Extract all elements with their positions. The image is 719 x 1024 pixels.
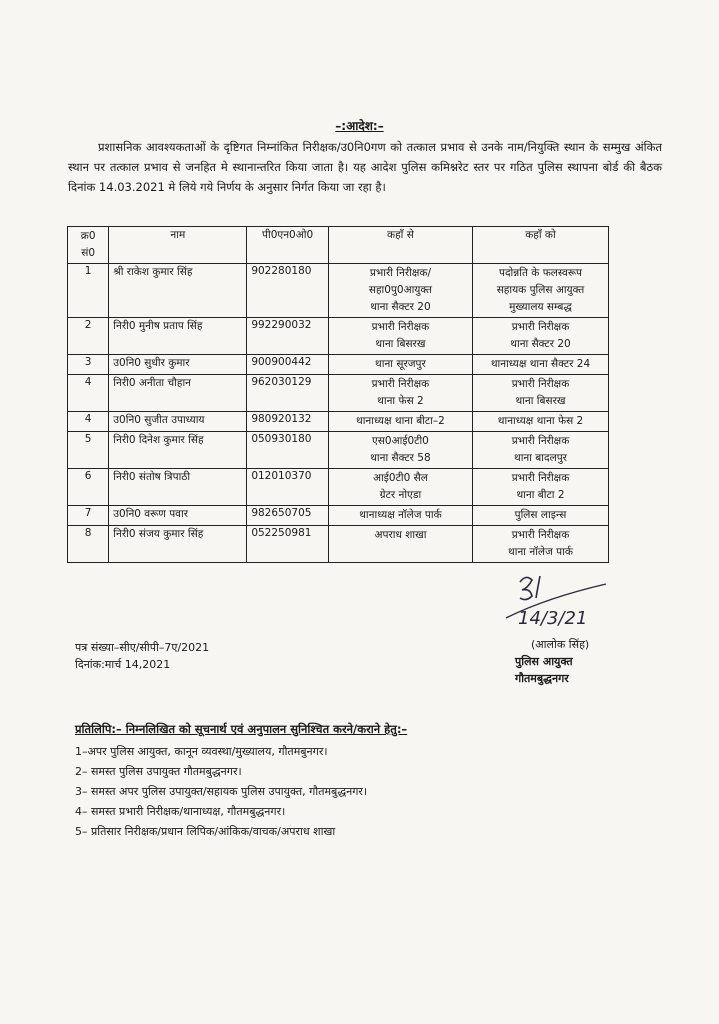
- to-line: प्रभारी निरीक्षक: [511, 435, 570, 447]
- table-row: [68, 506, 609, 526]
- to-line: प्रभारी निरीक्षक: [511, 378, 570, 390]
- from-line: प्रभारी निरीक्षक/: [369, 267, 431, 279]
- from-line: अपराध शाखा: [374, 529, 427, 541]
- intro-line: प्रशासनिक आवश्यकताओं के दृष्टिगत निम्नांकित निरीक्षक/उ0नि0गण को तत्काल प्रभाव से उनके: [98, 140, 503, 154]
- table-body: [68, 264, 609, 563]
- cell-pno: 052250981: [247, 526, 329, 563]
- signatory-location: गौतमबुद्धनगर: [515, 672, 569, 685]
- cell-name: निरी0 अनीता चौहान: [109, 375, 247, 412]
- signatory-block: [515, 636, 625, 687]
- table-header-row: [68, 227, 609, 264]
- order-intro: [68, 137, 662, 197]
- signatory-designation: पुलिस आयुक्त: [515, 655, 573, 668]
- cell-to: [472, 526, 608, 563]
- table-row: [68, 264, 609, 318]
- cell-pno: 992290032: [247, 318, 329, 355]
- signature-date: 14/3/21: [518, 608, 588, 629]
- header-to: कहाँ को: [472, 227, 608, 264]
- intro-line: गये निर्णय के अनुसार निर्गत किया जा रहा है।: [200, 180, 386, 194]
- to-line: थाना बादलपुर: [513, 452, 567, 464]
- table-row: [68, 526, 609, 563]
- cell-to: [472, 318, 608, 355]
- cell-pno: 982650705: [247, 506, 329, 526]
- to-line: थानाध्यक्ष थाना फेस 2: [497, 415, 584, 427]
- cell-name: निरी0 मुनीष प्रताप सिंह: [109, 318, 247, 355]
- cell-serial: 3: [68, 355, 109, 375]
- header-serial: क्र0 सं0: [68, 227, 109, 264]
- cell-name: उ0नि0 सुधीर कुमार: [109, 355, 247, 375]
- cell-serial: 7: [68, 506, 109, 526]
- table-row: [68, 318, 609, 355]
- to-line: प्रभारी निरीक्षक: [511, 472, 570, 484]
- cell-serial: 2: [68, 318, 109, 355]
- to-line: प्रभारी निरीक्षक: [511, 529, 570, 541]
- from-line: थाना सूरजपुर: [375, 358, 426, 370]
- cell-from: [328, 469, 472, 506]
- cell-name: निरी0 दिनेश कुमार सिंह: [109, 432, 247, 469]
- from-line: ग्रेटर नोएडा: [379, 489, 422, 501]
- cell-serial: 1: [68, 264, 109, 318]
- cell-pno: 900900442: [247, 355, 329, 375]
- cell-name: उ0नि0 सुजीत उपाध्याय: [109, 412, 247, 432]
- copy-item: 5– प्रतिसार निरीक्षक/प्रधान लिपिक/आंकिक/वाचक/अपराध शाखा: [75, 825, 336, 838]
- intro-line: नाम/नियुक्ति स्थान के सम्मुख अंकित स्थान पर तत्काल प्रभाव से जनहित मे स्थानान्तरित किया जाता: [68, 140, 662, 174]
- cell-name: निरी0 संजय कुमार सिंह: [109, 526, 247, 563]
- cell-name: निरी0 संतोष त्रिपाठी: [109, 469, 247, 506]
- table-row: [68, 432, 609, 469]
- to-line: थानाध्यक्ष थाना सैक्टर 24: [490, 358, 591, 370]
- copy-list: [75, 742, 367, 842]
- intro-line: है। यह आदेश पुलिस कमिश्नरेट स्तर पर गठित पुलिस स्थापना बोर्ड की बैठक दिनांक 14.03.2021 मे लिये: [68, 160, 662, 194]
- cell-pno: 962030129: [247, 375, 329, 412]
- cell-from: [328, 412, 472, 432]
- to-line: पुलिस लाइन्स: [514, 509, 567, 521]
- transfer-table: [67, 226, 609, 563]
- cell-to: [472, 375, 608, 412]
- cell-from: [328, 318, 472, 355]
- cell-from: [328, 375, 472, 412]
- cell-name: उ0नि0 वरूण पवार: [109, 506, 247, 526]
- header-name: नाम: [109, 227, 247, 264]
- signature-mark: [500, 572, 610, 632]
- cell-to: [472, 355, 608, 375]
- table-row: [68, 375, 609, 412]
- reference-block: [75, 639, 209, 673]
- signatory-name: (आलोक सिंह): [531, 638, 590, 651]
- table-row: [68, 355, 609, 375]
- from-line: थानाध्यक्ष थाना बीटा–2: [356, 415, 445, 427]
- cell-to: [472, 264, 608, 318]
- header-from: कहाँ से: [328, 227, 472, 264]
- to-line: मुख्यालय सम्बद्ध: [509, 301, 572, 313]
- cell-serial: 5: [68, 432, 109, 469]
- copy-item: 4– समस्त प्रभारी निरीक्षक/थानाध्यक्ष, गौतमबुद्धनगर।: [75, 805, 286, 818]
- to-line: थाना नॉलेज पार्क: [508, 546, 573, 558]
- to-line: थाना बीटा 2: [516, 489, 565, 501]
- letter-date: दिनांक:मार्च 14,2021: [75, 658, 171, 671]
- cell-from: [328, 355, 472, 375]
- cell-from: [328, 432, 472, 469]
- cell-to: [472, 412, 608, 432]
- from-line: थाना सैक्टर 20: [370, 301, 431, 313]
- from-line: प्रभारी निरीक्षक: [371, 378, 430, 390]
- cell-name: श्री राकेश कुमार सिंह: [109, 264, 247, 318]
- cell-pno: 980920132: [247, 412, 329, 432]
- from-line: सहा0पु0आयुक्त: [368, 284, 433, 296]
- cell-from: [328, 526, 472, 563]
- cell-pno: 012010370: [247, 469, 329, 506]
- copy-item: 2– समस्त पुलिस उपायुक्त गौतमबुद्धनगर।: [75, 765, 242, 778]
- from-line: प्रभारी निरीक्षक: [371, 321, 430, 333]
- cell-pno: 050930180: [247, 432, 329, 469]
- table-row: [68, 469, 609, 506]
- to-line: थाना बिसरख: [515, 395, 566, 407]
- header-pno: पी0एन0ओ0: [247, 227, 329, 264]
- cell-serial: 4: [68, 375, 109, 412]
- order-heading: –:आदेश:–: [335, 119, 384, 133]
- cell-serial: 4: [68, 412, 109, 432]
- from-line: थाना फेस 2: [377, 395, 424, 407]
- cell-serial: 8: [68, 526, 109, 563]
- from-line: आई0टी0 सैल: [373, 472, 428, 484]
- letter-number: पत्र संख्या–सीए/सीपी–7ए/2021: [75, 641, 210, 654]
- cell-to: [472, 506, 608, 526]
- to-line: प्रभारी निरीक्षक: [511, 321, 570, 333]
- table-row: [68, 412, 609, 432]
- cell-to: [472, 432, 608, 469]
- cell-to: [472, 469, 608, 506]
- to-line: सहायक पुलिस आयुक्त: [496, 284, 585, 296]
- copy-heading: प्रतिलिपि:– निम्नलिखित को सूचनार्थ एवं अनुपालन सुनिश्चित करने/कराने हेतु:–: [75, 722, 408, 736]
- cell-serial: 6: [68, 469, 109, 506]
- to-line: थाना सैक्टर 20: [510, 338, 571, 350]
- from-line: एस0आई0टी0: [372, 435, 429, 447]
- copy-item: 3– समस्त अपर पुलिस उपायुक्त/सहायक पुलिस उपायुक्त, गौतमबुद्धनगर।: [75, 785, 368, 798]
- from-line: थाना बिसरख: [375, 338, 426, 350]
- copy-item: 1–अपर पुलिस आयुक्त, कानून व्यवस्था/मुख्यालय, गौतमबुनगर।: [75, 745, 328, 758]
- cell-from: [328, 264, 472, 318]
- cell-pno: 902280180: [247, 264, 329, 318]
- from-line: थाना सैक्टर 58: [370, 452, 431, 464]
- to-line: पदोन्नति के फलस्वरूप: [499, 267, 582, 279]
- from-line: थानाध्यक्ष नॉलेज पार्क: [359, 509, 442, 521]
- cell-from: [328, 506, 472, 526]
